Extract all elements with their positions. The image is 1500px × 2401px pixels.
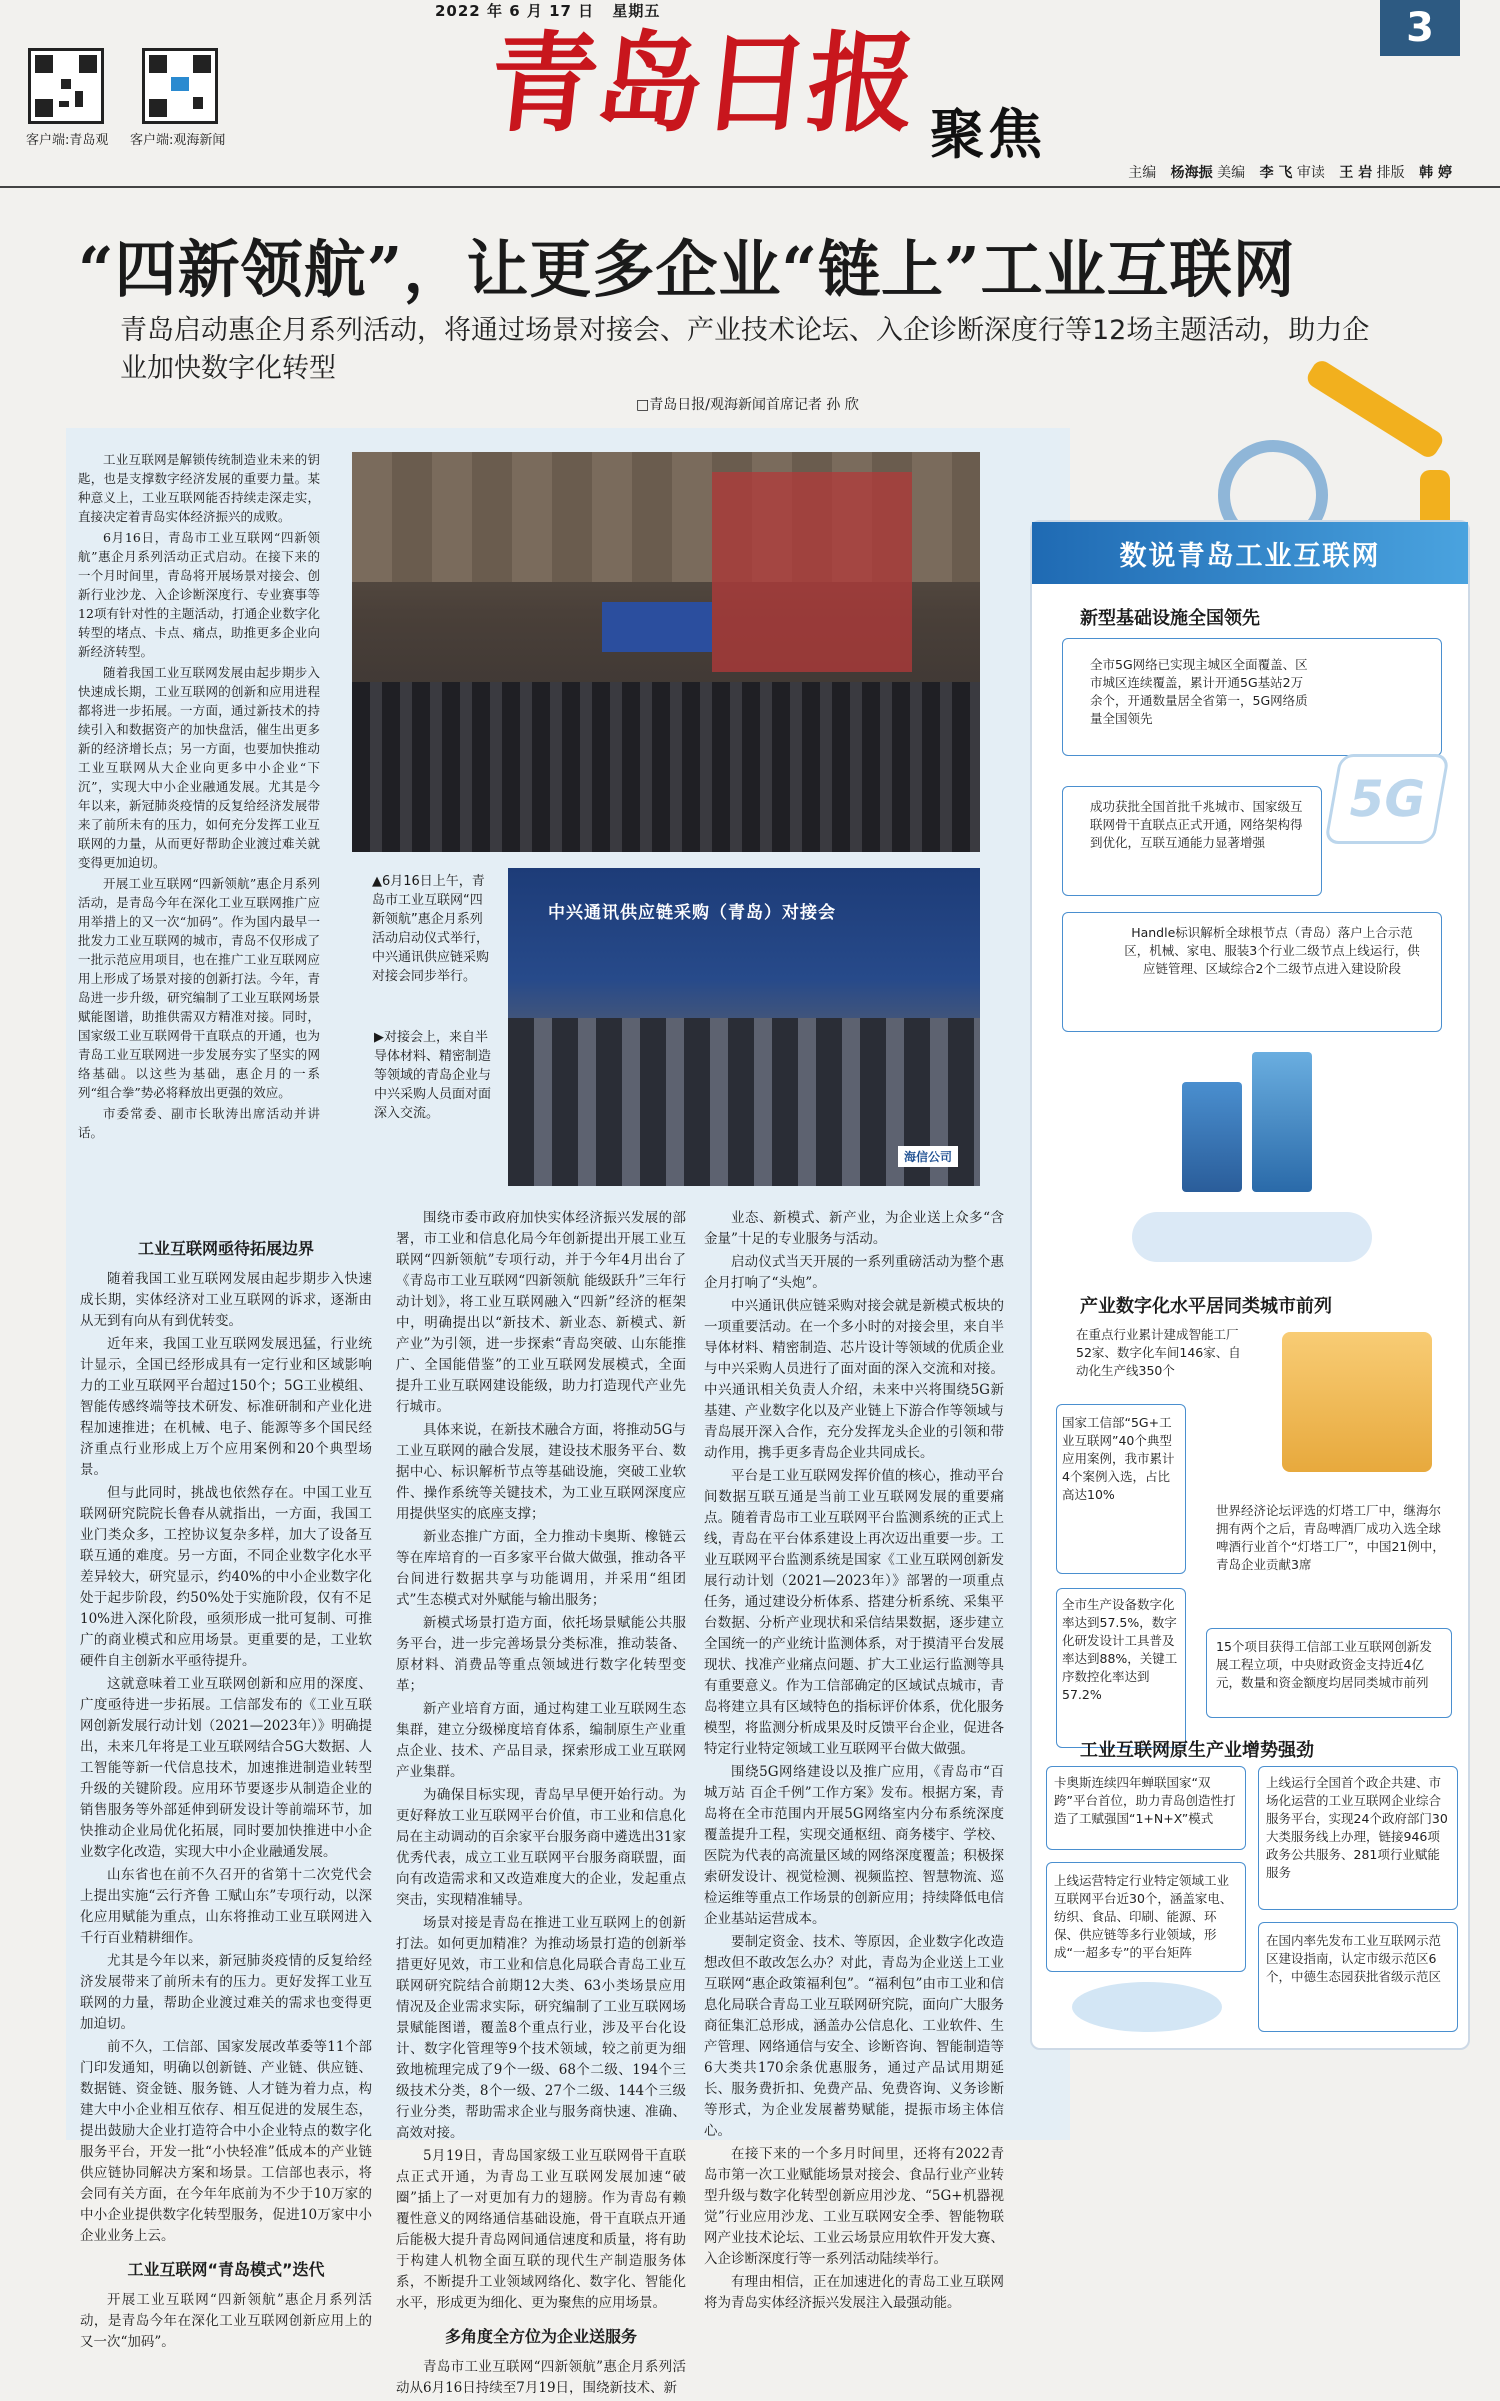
sidebar-heading: 工业互联网原生产业增势强劲 (1080, 1740, 1314, 1761)
issue-weekday: 星期五 (612, 2, 661, 20)
photo-caption-2: ▶对接会上，来自半导体材料、精密制造等领域的青岛企业与中兴采购人员面对面深入交流。 (374, 1030, 492, 1121)
paper-logo: 青岛日报 (483, 21, 921, 147)
body-paragraph: 这就意味着工业互联网创新和应用的深度、广度亟待进一步拓展。工信部发布的《工业互联网创新发展行动计划（2021—2023年）》明确提出，未来几年将是工业互联网结合5G大数据、人工智能等新一代信息技术，加速推进制造业转型升级的关键阶段。应用环节要逐步从制造企业的销售服务等外部延伸到研发设计等前端环节，加快推动企业局优化拓展，同时要加快推进中小企业数字化改造，实现大中小企业融通发展。 (80, 1676, 372, 1860)
editor-name: 韩 婷 (1419, 165, 1452, 181)
photo-banner-text: 中兴通讯供应链采购（青岛）对接会 (548, 903, 836, 923)
editor-name: 李 飞 (1259, 165, 1293, 181)
intro-paragraph: 开展工业互联网“四新领航”惠企月系列活动，是青岛今年在深化工业互联网推广应用举措上的又一次“加码”。作为国内最早一批发力工业互联网的城市，青岛不仅形成了一批示范应用项目，也在推广工业互联网应用上形成了场景对接的创新打法。今年，青岛进一步升级，研究编制了工业互联网场景赋能图谱，助推供需双方精准对接。同时，国家级工业互联网骨干直联点的开通，也为青岛工业互联网进一步发展夯实了坚实的网络基础。以这些为基础，惠企月的一系列“组合拳”势必将释放出更强的效应。 (78, 876, 320, 1100)
body-paragraph: 有理由相信，正在加速进化的青岛工业互联网将为青岛实体经济振兴发展注入最强动能。 (704, 2274, 1004, 2311)
body-paragraph: 前不久，工信部、国家发展改革委等11个部门印发通知，明确以创新链、产业链、供应链、数据链、资金链、服务链、人才链为着力点，构建大中小企业相互依存、相互促进的发展生态，提出鼓励大企业打造符合中小企业特点的数字化服务平台，开发一批“小快轻准”低成本的产业链供应链协同解决方案和场景。工信部也表示，将会同有关方面，在今年年底前为不少于10万家的中小企业提供数字化转型服务，促进10万家中小企业业务上云。 (80, 2039, 372, 2244)
sidebar-heading: 产业数字化水平居同类城市前列 (1080, 1296, 1332, 1317)
sidebar-item: 国家工信部“5G+工业互联网”40个典型应用案例，我市累计4个案例入选，占比高达10% (1062, 1415, 1175, 1502)
body-paragraph: 启动仪式当天开展的一系列重磅活动为整个惠企月打响了“头炮”。 (704, 1254, 1004, 1291)
editor-name: 杨海振 (1170, 165, 1213, 181)
body-paragraph: 场景对接是青岛在推进工业互联网上的创新打法。如何更加精准？为推动场景打造的创新举措更好见效，市工业和信息化局联合青岛工业互联网研究院结合前期12大类、63小类场景应用情况及企业需求实际，研究编制了工业互联网场景赋能图谱，覆盖8个重点行业，涉及平台化设计、数字化管理等9个技术领域，较之前更为细致地梳理完成了9个一级、68个二级、194个三级技术分类，8个一级、27个二级、144个三级行业分类，帮助需求企业与服务商快速、准确、高效对接。 (396, 1915, 686, 2141)
body-paragraph: 近年来，我国工业互联网发展迅猛，行业统计显示，全国已经形成具有一定行业和区域影响力的工业互联网平台超过150个；5G工业模组、智能传感终端等技术研发、标准研制和产业化进程加速推进；在机械、电子、能源等多个国民经济重点行业形成上万个应用案例和20个典型场景。 (80, 1336, 372, 1478)
body-paragraph: 围绕市委市政府加快实体经济振兴发展的部署，市工业和信息化局今年创新提出开展工业互联网“四新领航”专项行动，并于今年4月出台了《青岛市工业互联网“四新领航 能级跃升”三年行动计划》，将工业互联网融入“四新”经济的框架中，明确提出以“新技术、新业态、新模式、新产业”为引领，进一步探索“青岛突破、山东能推广、全国能借鉴”的工业互联网发展模式，全面提升工业互联网建设能级，助力打造现代产业先行城市。 (396, 1210, 686, 1415)
sidebar-item: 在重点行业累计建成智能工厂52家、数字化车间146家、自动化生产线350个 (1076, 1327, 1241, 1378)
editor-name: 王 岩 (1339, 165, 1373, 181)
intro-paragraph: 市委常委、副市长耿涛出席活动并讲话。 (78, 1106, 320, 1140)
photo-launch-ceremony (352, 452, 980, 852)
body-paragraph: 尤其是今年以来，新冠肺炎疫情的反复给经济发展带来了前所未有的压力。更好发挥工业互联网的力量，帮助企业渡过难关的需求也变得更加迫切。 (80, 1953, 372, 2032)
article-byline: □青岛日报/观海新闻首席记者 孙 欣 (636, 397, 859, 413)
intro-paragraph: 6月16日，青岛市工业互联网“四新领航”惠企月系列活动正式启动。在接下来的一个月时间里，青岛将开展场景对接会、创新行业沙龙、入企诊断深度行、专业赛事等12项有针对性的主题活动，打通企业数字化转型的堵点、卡点、痛点，助推更多企业向新经济转型。 (78, 530, 320, 659)
sidebar-item: 世界经济论坛评选的灯塔工厂中，继海尔拥有两个之后，青岛啤酒厂成功入选全球啤酒行业首个“灯塔工厂”，中国21例中，青岛企业贡献3席 (1216, 1503, 1445, 1572)
article-headline: “四新领航”，让更多企业“链上”工业互联网 (78, 233, 1296, 306)
intro-paragraph: 随着我国工业互联网发展由起步期步入快速成长期，工业互联网的创新和应用进程都将进一步拓展。一方面，通过新技术的持续引入和数据资产的加快盘活，催生出更多新的经济增长点；另一方面，也要加快推动工业互联网从大企业向更多中小企业“下沉”，实现大中小企业融通发展。尤其是今年以来，新冠肺炎疫情的反复给经济发展带来了前所未有的压力，如何充分发挥工业互联网的力量，从而更好帮助企业渡过难关就变得更加迫切。 (78, 665, 320, 870)
cloud-icon (1132, 1212, 1372, 1262)
body-paragraph: 要制定资金、技术、等原因，企业数字化改造想改但不敢改怎么办？对此，青岛为企业送上工业互联网“惠企政策福利包”。“福利包”由市工业和信息化局联合青岛工业互联网研究院，面向广大服务商征集汇总形成，涵盖办公信息化、工业软件、生产管理、网络通信与安全、诊断咨询、智能制造等6大类共170余条优惠服务，通过产品试用期延长、服务费折扣、免费产品、免费咨询、义务诊断等形式，为企业发展蓄势赋能，提振市场主体信心。 (704, 1934, 1004, 2139)
platform-icon (1072, 1982, 1222, 2032)
body-paragraph: 在接下来的一个多月时间里，还将有2022青岛市第一次工业赋能场景对接会、食品行业产业转型升级与数字化转型创新应用沙龙、“5G+机器视觉”行业应用沙龙、工业互联网安全季、智能物联网产业技术论坛、工业云场景应用软件开发大赛、入企诊断深度行等一系列活动陆续举行。 (704, 2146, 1004, 2267)
article-subhead: 青岛启动惠企月系列活动，将通过场景对接会、产业技术论坛、入企诊断深度行等12场主题活动，助力企业加快数字化转型 (120, 315, 1370, 384)
body-paragraph: 具体来说，在新技术融合方面，将推动5G与工业互联网的融合发展，建设技术服务平台、数据中心、标识解析节点等基础设施，突破工业软件、操作系统等关键技术，为工业互联网深度应用提供坚实的底座支撑； (396, 1422, 686, 1522)
qr-label-2: 客户端:观海新闻 (130, 133, 226, 148)
5g-badge-icon: 5G (1324, 754, 1450, 844)
qr-code-guanhai[interactable] (142, 48, 218, 124)
intro-paragraph: 工业互联网是解锁传统制造业未来的钥匙，也是支撑数字经济发展的重要力量。某种意义上，工业互联网能否持续走深走实，直接决定着青岛实体经济振兴的成败。 (78, 452, 320, 524)
sidebar-heading: 新型基础设施全国领先 (1080, 608, 1260, 629)
sidebar-item: 在国内率先发布工业互联网示范区建设指南，认定市级示范区6个，中德生态园获批省级示范区 (1266, 1933, 1442, 1984)
body-paragraph: 新模式场景打造方面，依托场景赋能公共服务平台，进一步完善场景分类标准，推动装备、原材料、消费品等重点领域进行数字化转型变革； (396, 1615, 686, 1694)
body-paragraph: 围绕5G网络建设以及推广应用，《青岛市“百城万站 百企千例”工作方案》发布。根据方案，青岛将在全市范围内开展5G网络室内分布系统深度覆盖提升工程，实现交通枢纽、商务楼宇、学校、医院为代表的高流量区域的网络深度覆盖；积极探索研发设计、视觉检测、视频监控、智慧物流、巡检运维等重点工作场景的创新应用；持续降低电信企业基站运营成本。 (704, 1764, 1004, 1927)
server-icon (1252, 1052, 1312, 1192)
editor-role: 审读 (1296, 165, 1325, 181)
masthead-rule (0, 186, 1500, 188)
editor-role: 美编 (1217, 165, 1246, 181)
sidebar-item: 上线运行全国首个政企共建、市场化运营的工业互联网企业综合服务平台，实现24个政府部门30大类服务线上办理，链接946项政务公共服务、281项行业赋能服务 (1266, 1775, 1448, 1880)
qr-code-qingdaoguan[interactable] (28, 48, 104, 124)
factory-robot-icon (1282, 1332, 1432, 1472)
body-paragraph: 开展工业互联网“四新领航”惠企月系列活动，是青岛今年在深化工业互联网创新应用上的又一次“加码”。 (80, 2292, 372, 2350)
section-heading: 工业互联网亟待拓展边界 (137, 1239, 314, 1258)
section-heading: 工业互联网“青岛模式”迭代 (127, 2260, 325, 2279)
body-paragraph: 为确保目标实现，青岛早早便开始行动。为更好释放工业互联网平台价值，市工业和信息化局在主动调动的百余家平台服务商中遴选出31家优秀代表，成立工业互联网平台服务商联盟，面向有改造需求和又改造难度大的企业，发起重点突击，实现精准辅导。 (396, 1787, 686, 1908)
body-paragraph: 新业态推广方面，全力推动卡奥斯、橡链云等在库培育的一百多家平台做大做强，推动各平台间进行数据共享与功能调用，并采用“组团式”生态模式对外赋能与输出服务； (396, 1529, 686, 1608)
photo-caption-1: ▲6月16日上午，青岛市工业互联网“四新领航”惠企月系列活动启动仪式举行，中兴通讯供应链采购对接会同步举行。 (372, 874, 490, 984)
date-line (435, 0, 672, 21)
intro-column (78, 450, 320, 1144)
sidebar-item: 卡奥斯连续四年蝉联国家“双跨”平台首位，助力青岛创造性打造了工赋强国“1+N+X”模式 (1054, 1775, 1236, 1826)
robot-arm-icon (1304, 357, 1446, 460)
body-paragraph: 业态、新模式、新产业，为企业送上众多“含金量”十足的专业服务与活动。 (704, 1210, 1004, 1247)
editor-role: 排版 (1376, 165, 1405, 181)
section-heading: 多角度全方位为企业送服务 (444, 2327, 637, 2346)
editor-credits (1128, 162, 1452, 182)
lower-column-a (80, 1226, 372, 2355)
body-paragraph: 但与此同时，挑战也依然存在。中国工业互联网研究院院长鲁春从就指出，一方面，我国工业门类众多，工控协议复杂多样，加大了设备互联互通的难度。另一方面，不同企业数字化水平差异较大，研究显示，约40%的中小企业数字化处于起步阶段，约50%处于实施阶段，仅有不足10%进入深化阶段，亟须形成一批可复制、可推广的商业模式和应用场景。更重要的是，工业软硬件自主创新水平亟待提升。 (80, 1485, 372, 1669)
sidebar-item: 成功获批全国首批千兆城市、国家级互联网骨干直联点正式开通，网络架构得到优化，互联互通能力显著增强 (1090, 799, 1303, 850)
data-sidebar (1030, 520, 1470, 2050)
sidebar-item: 全市生产设备数字化率达到57.5%，数字化研发设计工具普及率达到88%，关键工序数控化率达到57.2% (1062, 1597, 1178, 1702)
server-icon (1182, 1082, 1242, 1192)
sidebar-item: 上线运营特定行业特定领域工业互联网平台近30个，涵盖家电、纺织、食品、印刷、能源、环保、供应链等多行业领域，形成“一超多专”的平台矩阵 (1054, 1873, 1233, 1960)
photo-docking-meeting (508, 868, 980, 1186)
sidebar-title: 数说青岛工业互联网 (1032, 522, 1468, 584)
lower-column-b (396, 1208, 686, 2401)
body-paragraph: 山东省也在前不久召开的省第十二次党代会上提出实施“云行齐鲁 工赋山东”专项行动，以深化应用赋能为重点，山东将推动工业互联网进入千行百业精耕细作。 (80, 1867, 372, 1946)
body-paragraph: 随着我国工业互联网发展由起步期步入快速成长期，实体经济对工业互联网的诉求，逐渐由从无到有向从有到优转变。 (80, 1271, 372, 1329)
body-paragraph: 平台是工业互联网发挥价值的核心，推动平台间数据互联互通是当前工业互联网发展的重要痛点。随着青岛市工业互联网平台监测系统的正式上线，青岛在平台体系建设上再次迈出重要一步。工业互联网平台监测系统是国家《工业互联网创新发展行动计划（2021—2023年）》部署的一项重点任务，通过建设分析体系、搭建分析系统、采集平台数据、分析产业现状和采信结果数据，逐步建立全国统一的产业统计监测体系，对于摸清平台发展现状、找准产业痛点问题、扩大工业运行监测等具有重要意义。作为工信部确定的区域试点城市，青岛将建立具有区域特色的指标评价体系，优化服务模型，将监测分析成果及时反馈平台企业，促进各特定行业特定领域工业互联网平台做大做强。 (704, 1468, 1004, 1757)
section-name: 聚焦 (930, 102, 1046, 166)
body-paragraph: 青岛市工业互联网“四新领航”惠企月系列活动从6月16日持续至7月19日，围绕新技术、新 (396, 2359, 686, 2396)
sidebar-item: Handle标识解析全球根节点（青岛）落户上合示范区，机械、家电、服装3个行业二级节点上线运行，供应链管理、区域综合2个二级节点进入建设阶段 (1124, 925, 1420, 976)
body-paragraph: 中兴通讯供应链采购对接会就是新模式板块的一项重要活动。在一个多小时的对接会里，来自半导体材料、精密制造、芯片设计等领域的优质企业与中兴采购人员进行了面对面的深入交流和对接。中兴通讯相关负责人介绍，未来中兴将围绕5G新基建、产业数字化以及产业链上下游合作等领域与青岛展开深入合作，充分发挥龙头企业的引领和带动作用，携手更多青岛企业共同成长。 (704, 1298, 1004, 1461)
page-number-badge: 3 (1380, 0, 1460, 56)
qr-label-1: 客户端:青岛观 (26, 133, 109, 148)
body-paragraph: 5月19日，青岛国家级工业互联网骨干直联点正式开通，为青岛工业互联网发展加速“破圈”插上了一对更加有力的翅膀。作为青岛有赖覆性意义的网络通信基础设施，骨干直联点开通后能极大提升青岛网间通信速度和质量，将有助于构建人机物全面互联的现代生产制造服务体系，不断提升工业领域网络化、数字化、智能化水平，形成更为细化、更为聚焦的应用场景。 (396, 2148, 686, 2311)
editor-role: 主编 (1128, 165, 1157, 181)
photo-sign-text: 海信公司 (898, 1146, 958, 1167)
lower-column-c (704, 1208, 1004, 2316)
issue-date: 2022 年 6 月 17 日 (435, 2, 595, 20)
body-paragraph: 新产业培育方面，通过构建工业互联网生态集群，建立分级梯度培育体系，编制原生产业重点企业、技术、产品目录，探索形成工业互联网产业集群。 (396, 1701, 686, 1780)
sidebar-item: 15个项目获得工信部工业互联网创新发展工程立项，中央财政资金支持近4亿元，数量和资金额度均居同类城市前列 (1216, 1639, 1432, 1690)
sidebar-item: 全市5G网络已实现主城区全面覆盖、区市城区连续覆盖，累计开通5G基站2万余个，开通数量居全省第一，5G网络质量全国领先 (1090, 657, 1308, 726)
